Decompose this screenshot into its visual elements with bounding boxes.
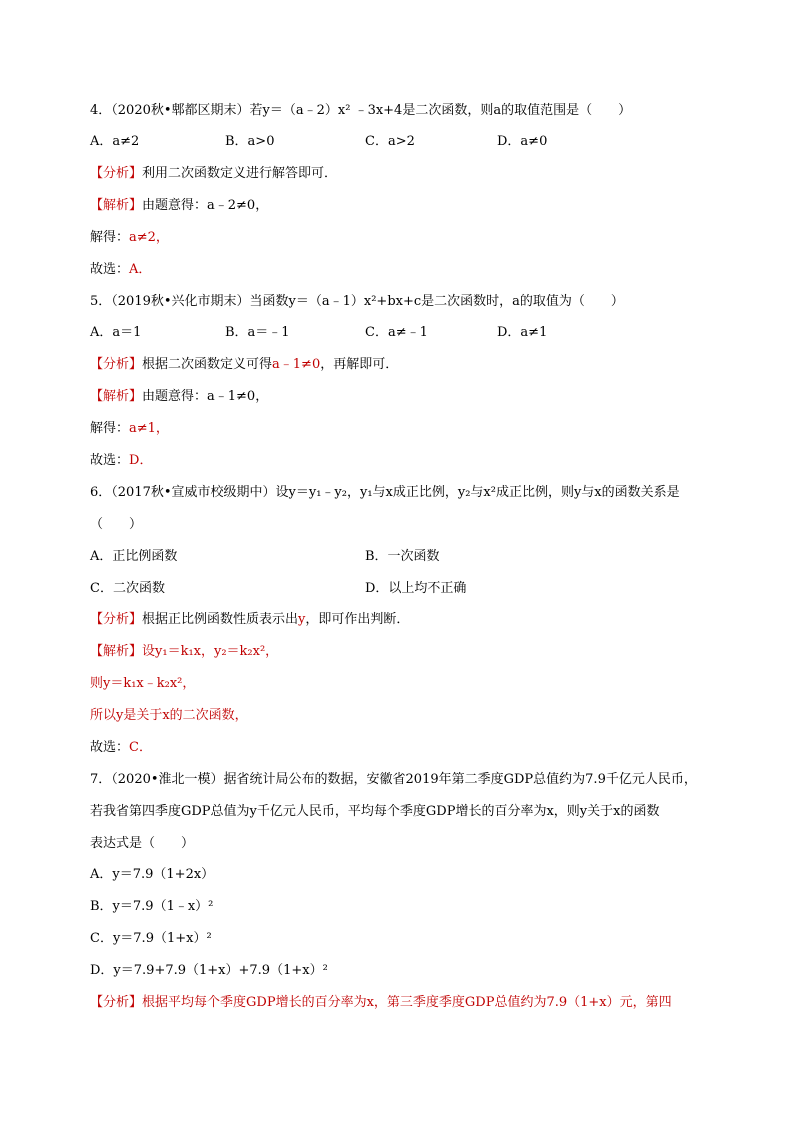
q6-option-a[interactable]: A．正比例函数 [90, 549, 178, 564]
analysis-text-end: ，即可作出判断． [305, 612, 410, 627]
q5-option-a[interactable]: A．a＝1 [90, 325, 142, 340]
analysis-text: 根据平均每个季度GDP增长的百分率为x，第三季度季度GDP总值约为7.9（1+x）元，第四 [142, 995, 672, 1010]
q6-solution [90, 643, 278, 661]
answer-value: A． [129, 262, 152, 277]
q6-stem: 6．（2017秋•宣威市校级期中）设y＝y₁﹣y₂，y₁与x成正比例，y₂与x²成正比例，则y与x的函数关系是 [90, 485, 680, 500]
q7-analysis [90, 994, 672, 1012]
step-label: 解得： [90, 421, 130, 436]
q4-analysis [90, 165, 337, 183]
q6-line3: 所以y是关于x的二次函数， [90, 708, 248, 723]
analysis-tag: 【分析】 [90, 612, 143, 627]
answer-label: 故选： [90, 740, 130, 755]
q4-solution [90, 197, 268, 215]
q5-option-b[interactable]: B．a＝﹣1 [225, 325, 290, 340]
answer-value: C． [129, 740, 152, 755]
answer-value: D． [129, 453, 153, 468]
solution-text: 由题意得：a﹣1≠0， [142, 389, 269, 404]
q6-analysis [90, 611, 409, 629]
q4-option-b[interactable]: B．a>0 [225, 134, 275, 149]
q5-step1 [90, 420, 169, 438]
q4-option-d[interactable]: D．a≠0 [497, 134, 548, 149]
q5-option-d[interactable]: D．a≠1 [497, 325, 548, 340]
q5-answer [90, 452, 152, 470]
step-label: 解得： [90, 230, 130, 245]
q7-option-d[interactable]: D．y＝7.9+7.9（1+x）+7.9（1+x）² [90, 963, 328, 978]
q7-stem-cont2: 表达式是（ ） [90, 836, 195, 851]
q6-line2: 则y＝k₁x﹣k₂x²， [90, 676, 196, 691]
q7-option-c[interactable]: C．y＝7.9（1+x）² [90, 931, 212, 946]
q6-answer [90, 739, 152, 757]
analysis-text: 利用二次函数定义进行解答即可． [142, 166, 338, 181]
q7-option-a[interactable]: A．y＝7.9（1+2x） [90, 867, 215, 882]
q4-option-c[interactable]: C．a>2 [365, 134, 415, 149]
analysis-tag: 【分析】 [90, 166, 143, 181]
analysis-var: y [298, 612, 306, 627]
solution-tag: 【解析】 [90, 198, 143, 213]
q6-stem-cont: （ ） [90, 517, 143, 532]
q6-option-d[interactable]: D．以上均不正确 [365, 581, 467, 596]
analysis-tag: 【分析】 [90, 995, 143, 1010]
q4-step1 [90, 229, 169, 247]
analysis-text: 根据二次函数定义可得 [142, 357, 273, 372]
analysis-text-end: ，再解即可． [320, 357, 399, 372]
answer-label: 故选： [90, 453, 130, 468]
q5-analysis [90, 356, 398, 374]
solution-tag: 【解析】 [90, 389, 143, 404]
q6-option-b[interactable]: B．一次函数 [365, 549, 440, 564]
q6-option-c[interactable]: C．二次函数 [90, 581, 165, 596]
q5-option-c[interactable]: C．a≠﹣1 [365, 325, 428, 340]
q7-stem: 7．（2020•淮北一模）据省统计局公布的数据，安徽省2019年第二季度GDP总值约为7.9千亿元人民币， [90, 772, 697, 787]
answer-label: 故选： [90, 262, 130, 277]
q7-option-b[interactable]: B．y＝7.9（1﹣x）² [90, 899, 214, 914]
step-value: a≠1， [129, 421, 169, 436]
analysis-formula: a﹣1≠0 [272, 357, 321, 372]
solution-tag: 【解析】 [90, 644, 143, 659]
q4-answer [90, 261, 151, 279]
q7-stem-cont: 若我省第四季度GDP总值为y千亿元人民币，平均每个季度GDP增长的百分率为x，则y关于x的函数 [90, 804, 660, 819]
solution-text: 设y₁＝k₁x，y₂＝k₂x²， [142, 644, 279, 659]
q5-solution [90, 388, 268, 406]
q4-stem: 4．（2020秋•郫都区期末）若y＝（a﹣2）x² ﹣3x+4是二次函数，则a的取值范围是（ ） [90, 103, 632, 118]
analysis-tag: 【分析】 [90, 357, 143, 372]
q4-option-a[interactable]: A．a≠2 [90, 134, 140, 149]
analysis-text: 根据正比例函数性质表示出 [142, 612, 299, 627]
step-value: a≠2， [129, 230, 169, 245]
solution-text: 由题意得：a﹣2≠0， [142, 198, 269, 213]
q5-stem: 5．（2019秋•兴化市期末）当函数y＝（a﹣1）x²+bx+c是二次函数时，a的取值为（ ） [90, 294, 624, 309]
